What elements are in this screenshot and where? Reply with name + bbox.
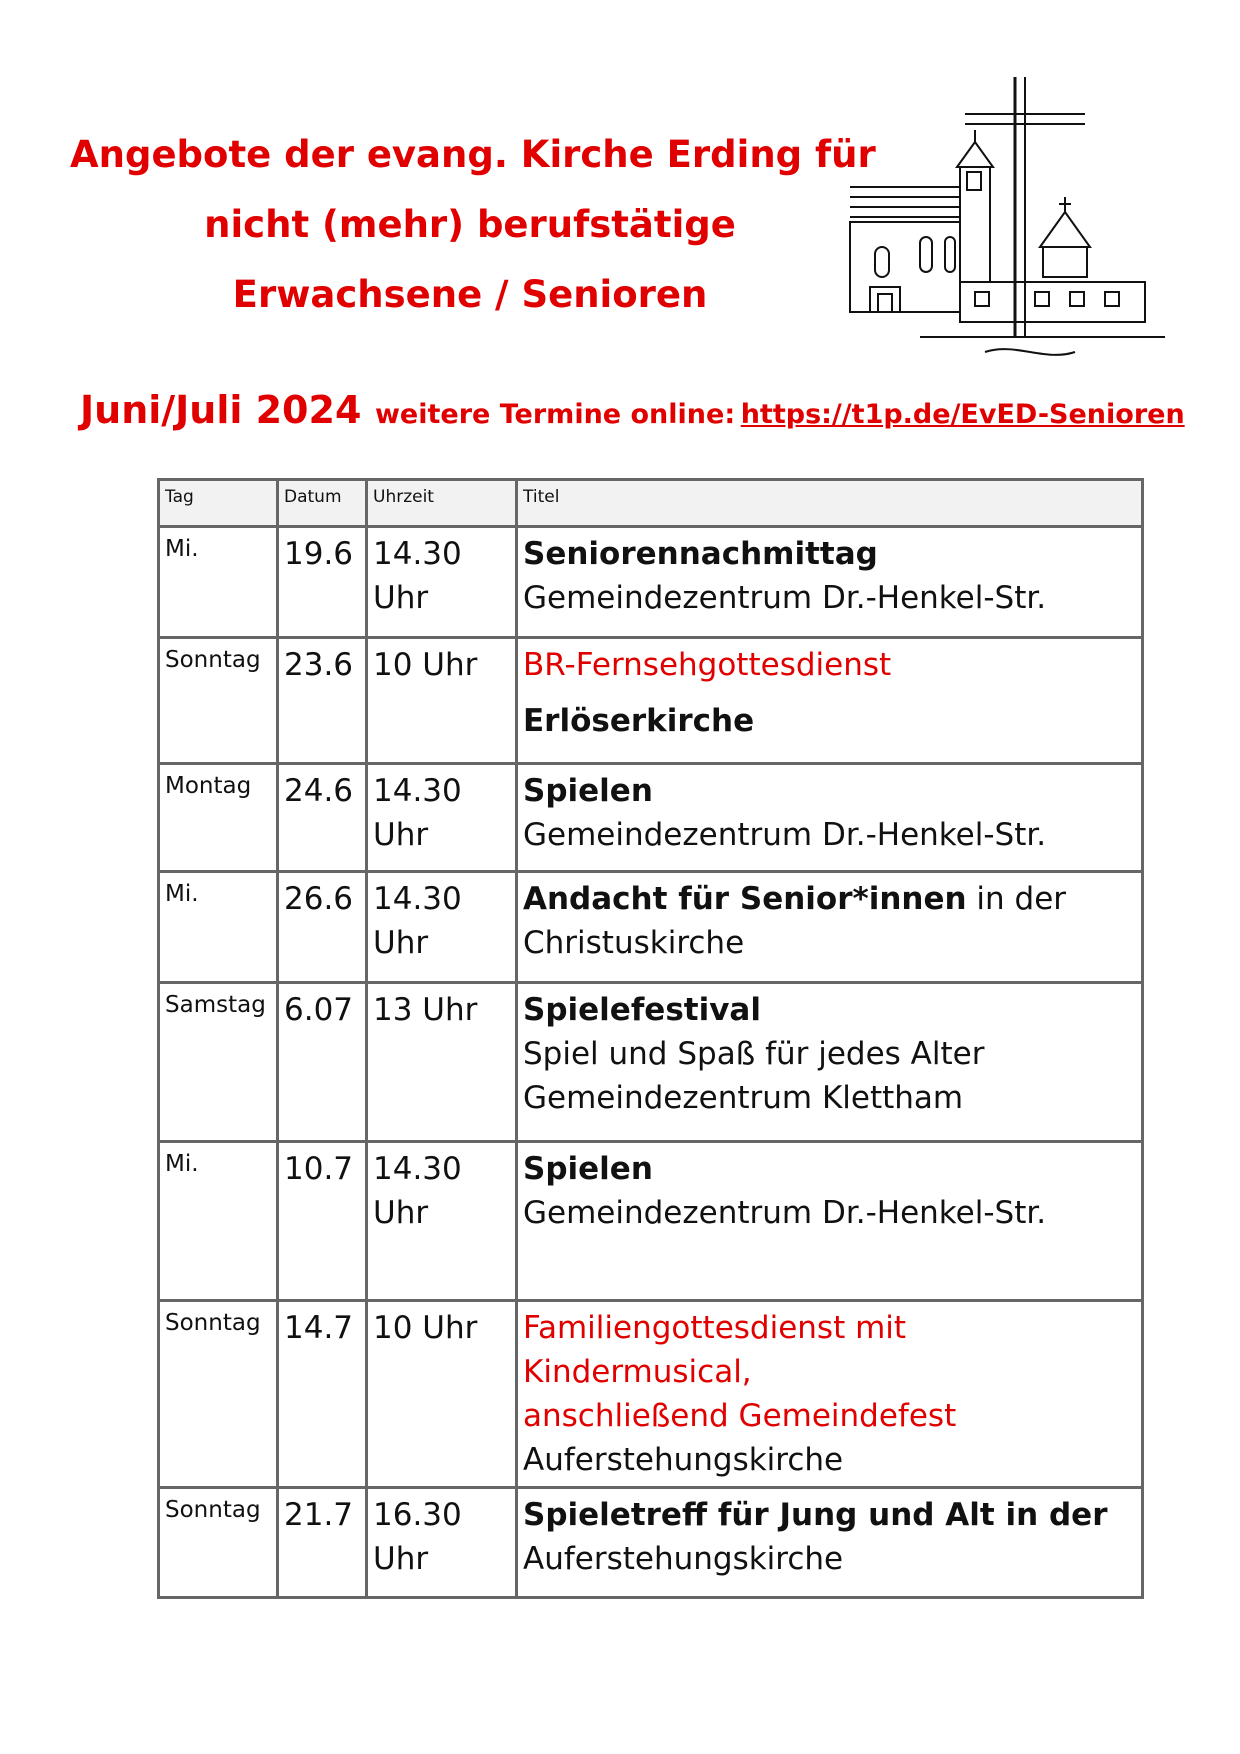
row-datum: 23.6 <box>278 638 367 764</box>
row-location: Auferstehungskirche <box>523 1541 844 1577</box>
period-label: Juni/Juli 2024 <box>80 388 362 432</box>
church-illustration <box>845 72 1175 372</box>
row-tag: Sonntag <box>159 1301 278 1488</box>
row-zeit-line2: Uhr <box>373 1541 429 1577</box>
events-table <box>157 478 1144 1599</box>
online-label: weitere Termine online: <box>374 399 736 430</box>
row-datum: 14.7 <box>278 1301 367 1488</box>
row-tag: Samstag <box>159 983 278 1142</box>
row-location: Gemeindezentrum Dr.-Henkel-Str. <box>523 580 1047 616</box>
table-header-row <box>159 480 1143 527</box>
row-zeit <box>367 1142 517 1301</box>
row-zeit-line1: 13 Uhr <box>373 992 478 1028</box>
row-titel <box>517 1142 1143 1301</box>
title-line-1: Angebote der evang. Kirche Erding für <box>70 133 876 176</box>
row-tag: Sonntag <box>159 638 278 764</box>
title-line-3: Erwachsene / Senioren <box>232 273 708 316</box>
row-datum: 26.6 <box>278 872 367 983</box>
table-row <box>159 1301 1143 1488</box>
row-tag: Mi. <box>159 872 278 983</box>
row-zeit <box>367 764 517 872</box>
row-zeit-line2: Uhr <box>373 1195 429 1231</box>
row-titel <box>517 527 1143 638</box>
row-titel <box>517 638 1143 764</box>
page-title <box>70 120 876 330</box>
row-zeit-line1: 14.30 <box>373 536 462 572</box>
row-zeit <box>367 527 517 638</box>
row-tag: Mi. <box>159 527 278 638</box>
row-datum: 19.6 <box>278 527 367 638</box>
row-zeit-line1: 10 Uhr <box>373 647 478 683</box>
row-datum: 24.6 <box>278 764 367 872</box>
row-title: Spielen <box>523 1151 653 1187</box>
row-titel <box>517 1488 1143 1598</box>
header-datum: Datum <box>278 480 367 527</box>
row-titel <box>517 1301 1143 1488</box>
table-row <box>159 1142 1143 1301</box>
row-datum: 6.07 <box>278 983 367 1142</box>
table-row <box>159 527 1143 638</box>
row-zeit <box>367 1301 517 1488</box>
row-location: Gemeindezentrum Dr.-Henkel-Str. <box>523 1195 1047 1231</box>
row-location: Gemeindezentrum Dr.-Henkel-Str. <box>523 817 1047 853</box>
row-location: Christuskirche <box>523 925 745 961</box>
row-zeit-line1: 14.30 <box>373 881 462 917</box>
row-tag: Montag <box>159 764 278 872</box>
row-zeit <box>367 638 517 764</box>
row-zeit-line2: Uhr <box>373 817 429 853</box>
row-zeit-line1: 10 Uhr <box>373 1310 478 1346</box>
row-title: Spielefestival <box>523 992 761 1028</box>
row-titel <box>517 872 1143 983</box>
row-title: Familiengottesdienst mit Kindermusical, <box>523 1310 907 1390</box>
row-zeit-line1: 14.30 <box>373 1151 462 1187</box>
row-tag: Mi. <box>159 1142 278 1301</box>
online-link[interactable]: https://t1p.de/EvED-Senioren <box>740 399 1185 430</box>
row-zeit-line2: Uhr <box>373 925 429 961</box>
row-tag: Sonntag <box>159 1488 278 1598</box>
table-row <box>159 872 1143 983</box>
row-location: Erlöserkirche <box>523 703 755 739</box>
table-row <box>159 983 1143 1142</box>
table-row <box>159 764 1143 872</box>
row-description: Spiel und Spaß für jedes Alter <box>523 1036 985 1072</box>
row-datum: 10.7 <box>278 1142 367 1301</box>
row-datum: 21.7 <box>278 1488 367 1598</box>
subtitle <box>80 388 1200 432</box>
header-tag: Tag <box>159 480 278 527</box>
row-zeit <box>367 1488 517 1598</box>
row-zeit-line1: 14.30 <box>373 773 462 809</box>
header-titel: Titel <box>517 480 1143 527</box>
row-title: BR-Fernsehgottesdienst <box>523 647 892 683</box>
table-row <box>159 638 1143 764</box>
row-title-continued: anschließend Gemeindefest <box>523 1398 957 1434</box>
header-uhrzeit: Uhrzeit <box>367 480 517 527</box>
row-title: Seniorennachmittag <box>523 536 878 572</box>
row-location: Gemeindezentrum Klettham <box>523 1080 964 1116</box>
row-title-rest: in der <box>966 881 1067 917</box>
row-zeit <box>367 983 517 1142</box>
row-titel <box>517 764 1143 872</box>
row-title: Andacht für Senior*innen <box>523 881 967 917</box>
row-titel <box>517 983 1143 1142</box>
row-title: Spieletreff für Jung und Alt in der <box>523 1497 1108 1533</box>
row-location: Auferstehungskirche <box>523 1442 844 1478</box>
title-line-2: nicht (mehr) berufstätige <box>204 203 736 246</box>
row-zeit-line2: Uhr <box>373 580 429 616</box>
row-zeit <box>367 872 517 983</box>
table-row <box>159 1488 1143 1598</box>
row-zeit-line1: 16.30 <box>373 1497 462 1533</box>
row-title: Spielen <box>523 773 653 809</box>
